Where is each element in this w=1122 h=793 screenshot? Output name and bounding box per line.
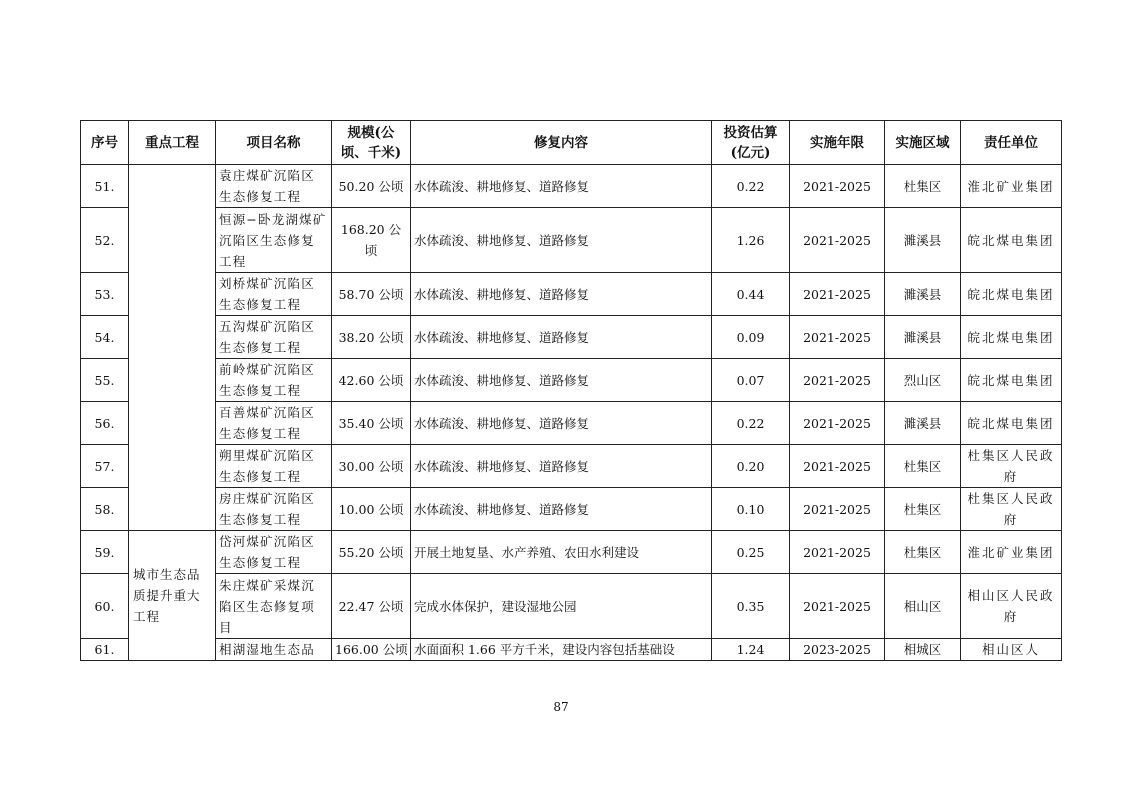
row-no: 57. — [81, 445, 129, 488]
row-project-name: 朱庄煤矿采煤沉陷区生态修复项目 — [216, 574, 332, 639]
row-region: 濉溪县 — [885, 273, 961, 316]
row-region: 濉溪县 — [885, 316, 961, 359]
row-invest: 0.09 — [712, 316, 790, 359]
row-invest: 0.35 — [712, 574, 790, 639]
row-unit: 皖北煤电集团 — [961, 402, 1062, 445]
row-invest: 0.22 — [712, 165, 790, 208]
row-content: 水体疏浚、耕地修复、道路修复 — [411, 359, 712, 402]
row-region: 相山区 — [885, 574, 961, 639]
row-years: 2021-2025 — [790, 574, 885, 639]
row-project-name: 恒源−卧龙湖煤矿沉陷区生态修复工程 — [216, 208, 332, 273]
row-years: 2021-2025 — [790, 445, 885, 488]
row-years: 2023-2025 — [790, 639, 885, 661]
row-project-name: 五沟煤矿沉陷区生态修复工程 — [216, 316, 332, 359]
row-project-name: 岱河煤矿沉陷区生态修复工程 — [216, 531, 332, 574]
row-no: 56. — [81, 402, 129, 445]
row-unit: 杜集区人民政府 — [961, 445, 1062, 488]
group-label-cell — [129, 531, 216, 661]
row-content: 水体疏浚、耕地修复、道路修复 — [411, 208, 712, 273]
row-invest: 1.24 — [712, 639, 790, 661]
row-unit: 淮北矿业集团 — [961, 165, 1062, 208]
row-invest: 0.07 — [712, 359, 790, 402]
table-row — [81, 445, 1062, 488]
row-region: 濉溪县 — [885, 402, 961, 445]
project-table — [80, 120, 1062, 661]
row-unit: 皖北煤电集团 — [961, 316, 1062, 359]
row-unit: 皖北煤电集团 — [961, 273, 1062, 316]
row-project-name: 百善煤矿沉陷区生态修复工程 — [216, 402, 332, 445]
row-project-name: 袁庄煤矿沉陷区生态修复工程 — [216, 165, 332, 208]
row-invest: 0.20 — [712, 445, 790, 488]
table-row — [81, 402, 1062, 445]
table-row — [81, 488, 1062, 531]
row-invest: 1.26 — [712, 208, 790, 273]
row-years: 2021-2025 — [790, 208, 885, 273]
row-content: 完成水体保护，建设湿地公园 — [411, 574, 712, 639]
row-region: 濉溪县 — [885, 208, 961, 273]
row-no: 60. — [81, 574, 129, 639]
row-content: 水体疏浚、耕地修复、道路修复 — [411, 445, 712, 488]
row-content: 水体疏浚、耕地修复、道路修复 — [411, 488, 712, 531]
row-years: 2021-2025 — [790, 402, 885, 445]
row-project-name: 前岭煤矿沉陷区生态修复工程 — [216, 359, 332, 402]
row-region: 相城区 — [885, 639, 961, 661]
row-scale: 168.20 公顷 — [332, 208, 411, 273]
row-no: 61. — [81, 639, 129, 661]
row-project-name: 刘桥煤矿沉陷区生态修复工程 — [216, 273, 332, 316]
row-scale: 166.00 公顷 — [332, 639, 411, 661]
row-scale: 58.70 公顷 — [332, 273, 411, 316]
row-no: 53. — [81, 273, 129, 316]
table-row — [81, 316, 1062, 359]
row-unit: 相山区人 — [961, 639, 1062, 661]
row-unit: 皖北煤电集团 — [961, 208, 1062, 273]
row-scale: 22.47 公顷 — [332, 574, 411, 639]
header-key-project: 重点工程 — [129, 121, 216, 165]
header-region: 实施区域 — [885, 121, 961, 165]
group-blank-cell — [129, 165, 216, 531]
row-content: 水体疏浚、耕地修复、道路修复 — [411, 316, 712, 359]
table-row — [81, 359, 1062, 402]
table-row — [81, 531, 1062, 574]
table-row — [81, 639, 1062, 661]
row-content: 开展土地复垦、水产养殖、农田水利建设 — [411, 531, 712, 574]
row-content: 水体疏浚、耕地修复、道路修复 — [411, 402, 712, 445]
row-years: 2021-2025 — [790, 165, 885, 208]
row-years: 2021-2025 — [790, 273, 885, 316]
row-region: 杜集区 — [885, 165, 961, 208]
row-scale: 55.20 公顷 — [332, 531, 411, 574]
row-unit: 淮北矿业集团 — [961, 531, 1062, 574]
row-years: 2021-2025 — [790, 488, 885, 531]
row-unit: 相山区人民政府 — [961, 574, 1062, 639]
row-project-name: 相湖湿地生态品 — [216, 639, 332, 661]
row-scale: 35.40 公顷 — [332, 402, 411, 445]
row-no: 52. — [81, 208, 129, 273]
header-row — [81, 121, 1062, 165]
row-scale: 10.00 公顷 — [332, 488, 411, 531]
row-years: 2021-2025 — [790, 531, 885, 574]
row-invest: 0.44 — [712, 273, 790, 316]
row-invest: 0.10 — [712, 488, 790, 531]
header-content: 修复内容 — [411, 121, 712, 165]
row-content: 水体疏浚、耕地修复、道路修复 — [411, 165, 712, 208]
header-no: 序号 — [81, 121, 129, 165]
row-years: 2021-2025 — [790, 316, 885, 359]
row-no: 54. — [81, 316, 129, 359]
row-scale: 30.00 公顷 — [332, 445, 411, 488]
header-scale: 规模(公顷、千米) — [332, 121, 411, 165]
header-invest: 投资估算(亿元) — [712, 121, 790, 165]
row-scale: 42.60 公顷 — [332, 359, 411, 402]
row-scale: 38.20 公顷 — [332, 316, 411, 359]
page-number: 87 — [553, 700, 569, 714]
row-content: 水体疏浚、耕地修复、道路修复 — [411, 273, 712, 316]
header-unit: 责任单位 — [961, 121, 1062, 165]
table-row — [81, 165, 1062, 208]
table-row — [81, 208, 1062, 273]
row-region: 杜集区 — [885, 531, 961, 574]
header-years: 实施年限 — [790, 121, 885, 165]
group-label: 城市生态品质提升重大工程 — [133, 567, 201, 624]
row-no: 51. — [81, 165, 129, 208]
row-project-name: 房庄煤矿沉陷区生态修复工程 — [216, 488, 332, 531]
row-unit: 杜集区人民政府 — [961, 488, 1062, 531]
row-region: 杜集区 — [885, 488, 961, 531]
row-no: 58. — [81, 488, 129, 531]
row-scale: 50.20 公顷 — [332, 165, 411, 208]
row-project-name: 朔里煤矿沉陷区生态修复工程 — [216, 445, 332, 488]
row-invest: 0.25 — [712, 531, 790, 574]
row-region: 杜集区 — [885, 445, 961, 488]
header-name: 项目名称 — [216, 121, 332, 165]
row-content: 水面面积 1.66 平方千米，建设内容包括基础设 — [411, 639, 712, 661]
row-no: 55. — [81, 359, 129, 402]
row-region: 烈山区 — [885, 359, 961, 402]
row-invest: 0.22 — [712, 402, 790, 445]
row-unit: 皖北煤电集团 — [961, 359, 1062, 402]
row-years: 2021-2025 — [790, 359, 885, 402]
row-no: 59. — [81, 531, 129, 574]
table-row — [81, 574, 1062, 639]
table-row — [81, 273, 1062, 316]
